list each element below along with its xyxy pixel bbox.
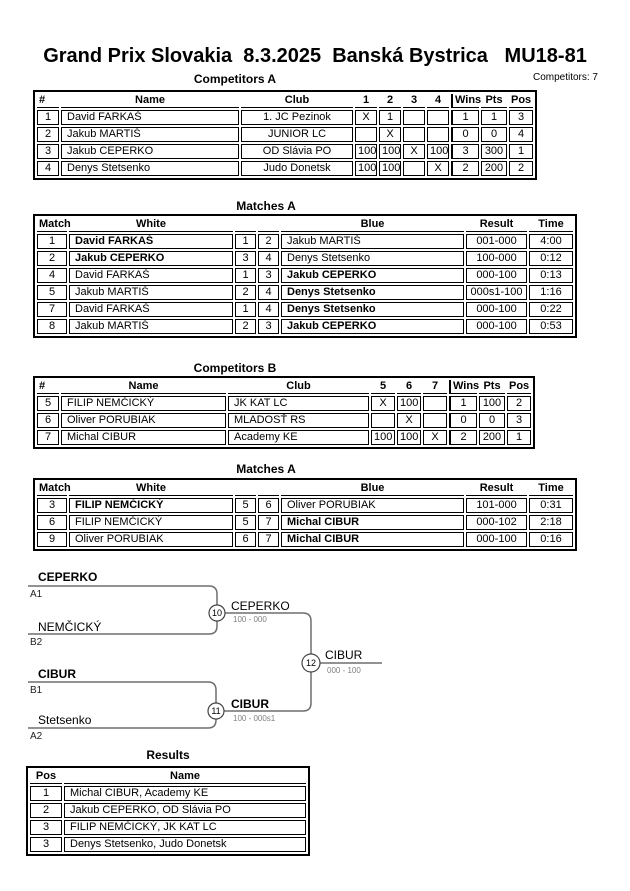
col-header-4: 4 bbox=[427, 94, 449, 108]
match-number-label: 10 bbox=[211, 608, 223, 618]
col-header-club: Club bbox=[241, 94, 353, 108]
wins-cell: 2 bbox=[451, 161, 479, 176]
blue-name: Michal CIBUR bbox=[281, 515, 464, 530]
score-cell: X bbox=[379, 127, 401, 142]
score-cell: 100 bbox=[397, 430, 421, 445]
competitor-row bbox=[37, 430, 531, 445]
score-cell: X bbox=[423, 430, 447, 445]
col-header-result: Result bbox=[466, 482, 527, 496]
bracket-winner-name: CIBUR bbox=[231, 697, 269, 711]
bracket-slot-name: NEMČICKÝ bbox=[38, 620, 102, 634]
match-number: 4 bbox=[37, 268, 67, 283]
col-header-pos: Pos bbox=[509, 380, 530, 392]
col-header-spacer bbox=[258, 482, 279, 496]
blue-name: Denys Stetsenko bbox=[281, 302, 464, 317]
white-name: David FARKAŠ bbox=[69, 234, 233, 249]
match-row bbox=[37, 498, 573, 513]
blue-number: 7 bbox=[258, 515, 279, 530]
section-title-competitors-b: Competitors B bbox=[193, 361, 277, 375]
page-title: Grand Prix Slovakia 8.3.2025 Banská Bystrica MU18-81 bbox=[43, 45, 587, 67]
score-cell: 100 bbox=[371, 430, 395, 445]
table-header-row bbox=[30, 770, 306, 784]
blue-name: Oliver PORUBIAK bbox=[281, 498, 464, 513]
score-cell bbox=[423, 413, 447, 428]
table-header-row bbox=[37, 218, 573, 232]
table-header-row bbox=[37, 94, 533, 108]
score-cell: 100 bbox=[427, 144, 449, 159]
match-result: 000-102 bbox=[466, 515, 527, 530]
competitor-club: Judo Donetsk bbox=[241, 161, 353, 176]
match-row bbox=[37, 285, 573, 300]
bracket-slot-code: B2 bbox=[30, 637, 43, 648]
white-name: Oliver PORUBIAK bbox=[69, 532, 233, 547]
match-time: 0:12 bbox=[529, 251, 573, 266]
white-name: Jakub CEPERKO bbox=[69, 251, 233, 266]
blue-number: 7 bbox=[258, 532, 279, 547]
bracket-slot-code: A2 bbox=[30, 731, 43, 742]
col-header-3: 3 bbox=[403, 94, 425, 108]
bracket-match-score: 000 - 100 bbox=[327, 666, 361, 675]
blue-name: Jakub CEPERKO bbox=[281, 319, 464, 334]
match-number: 8 bbox=[37, 319, 67, 334]
col-header-blue: Blue bbox=[281, 218, 464, 232]
match-time: 0:53 bbox=[529, 319, 573, 334]
pts-cell: 100 bbox=[479, 396, 505, 411]
competitor-number: 3 bbox=[37, 144, 59, 159]
bracket-slot-name: CIBUR bbox=[38, 667, 76, 681]
match-number: 6 bbox=[37, 515, 67, 530]
competitor-name: Denys Stetsenko bbox=[61, 161, 239, 176]
blue-number: 4 bbox=[258, 285, 279, 300]
match-result: 000-100 bbox=[466, 532, 527, 547]
pos-cell: 2 bbox=[507, 396, 531, 411]
competitor-row bbox=[37, 413, 531, 428]
pts-cell: 200 bbox=[479, 430, 505, 445]
score-cell bbox=[403, 161, 425, 176]
bracket-winner-name: CEPERKO bbox=[231, 599, 290, 613]
competitor-club: JUNIOR LC bbox=[241, 127, 353, 142]
competitor-number: 7 bbox=[37, 430, 59, 445]
result-name: Denys Stetsenko, Judo Donetsk bbox=[64, 837, 306, 852]
col-header-name: Name bbox=[64, 770, 306, 784]
match-number: 3 bbox=[37, 498, 67, 513]
section-title-results: Results bbox=[146, 748, 190, 762]
score-cell bbox=[371, 413, 395, 428]
blue-number: 4 bbox=[258, 251, 279, 266]
competitor-club: JK KAT LC bbox=[228, 396, 369, 411]
score-cell: 100 bbox=[379, 161, 401, 176]
section-title-matches-a: Matches A bbox=[236, 199, 296, 213]
white-name: David FARKAŠ bbox=[69, 268, 233, 283]
col-header-name: Name bbox=[61, 94, 239, 108]
match-number-label: 12 bbox=[305, 658, 317, 668]
white-number: 5 bbox=[235, 498, 256, 513]
score-cell: X bbox=[355, 110, 377, 125]
col-header-pts: Pts bbox=[481, 94, 507, 108]
match-time: 0:16 bbox=[529, 532, 573, 547]
white-number: 2 bbox=[235, 285, 256, 300]
score-cell: 100 bbox=[397, 396, 421, 411]
competitor-name: Oliver PORUBIAK bbox=[61, 413, 226, 428]
blue-number: 2 bbox=[258, 234, 279, 249]
match-time: 1:16 bbox=[529, 285, 573, 300]
bracket-winner-name: CIBUR bbox=[325, 648, 363, 662]
bracket-slot-code: B1 bbox=[30, 685, 43, 696]
competitor-club: Academy KE bbox=[228, 430, 369, 445]
competitors-b-table bbox=[33, 376, 535, 449]
col-header-num: # bbox=[37, 380, 59, 394]
bracket-slot-code: A1 bbox=[30, 589, 43, 600]
result-row bbox=[30, 837, 306, 852]
bracket-match-score: 100 - 000s1 bbox=[233, 714, 276, 723]
result-name: FILIP NEMČICKÝ, JK KAT LC bbox=[64, 820, 306, 835]
match-number: 7 bbox=[37, 302, 67, 317]
match-result: 000-100 bbox=[466, 302, 527, 317]
competitor-number: 2 bbox=[37, 127, 59, 142]
blue-name: Michal CIBUR bbox=[281, 532, 464, 547]
match-row bbox=[37, 515, 573, 530]
competitor-row bbox=[37, 110, 533, 125]
competitors-a-table bbox=[33, 90, 537, 180]
col-header-1: 1 bbox=[355, 94, 377, 108]
col-header-name: Name bbox=[61, 380, 226, 394]
wins-cell: 2 bbox=[449, 430, 477, 445]
competitor-name: Michal CIBUR bbox=[61, 430, 226, 445]
col-header-time: Time bbox=[529, 482, 573, 496]
match-result: 001-000 bbox=[466, 234, 527, 249]
competitor-name: FILIP NEMČICKÝ bbox=[61, 396, 226, 411]
competitor-name: Jakub MARTIŠ bbox=[61, 127, 239, 142]
match-row bbox=[37, 234, 573, 249]
match-result: 000-100 bbox=[466, 319, 527, 334]
competitor-row bbox=[37, 161, 533, 176]
match-time: 0:22 bbox=[529, 302, 573, 317]
match-number-label: 11 bbox=[211, 706, 221, 716]
match-row bbox=[37, 251, 573, 266]
col-header-spacer bbox=[235, 482, 256, 496]
white-number: 5 bbox=[235, 515, 256, 530]
col-header-2: 2 bbox=[379, 94, 401, 108]
competitor-number: 4 bbox=[37, 161, 59, 176]
col-header-match: Match bbox=[39, 218, 71, 230]
score-cell bbox=[355, 127, 377, 142]
col-header-spacer bbox=[235, 218, 256, 232]
col-header-6: 6 bbox=[397, 380, 421, 394]
score-cell: X bbox=[371, 396, 395, 411]
white-number: 1 bbox=[235, 302, 256, 317]
bracket-line-slot-b1 bbox=[28, 682, 216, 703]
result-pos: 3 bbox=[30, 820, 62, 835]
table-header-row bbox=[37, 482, 573, 496]
match-number: 5 bbox=[37, 285, 67, 300]
pos-cell: 3 bbox=[507, 413, 531, 428]
elimination-bracket bbox=[25, 560, 405, 750]
score-cell bbox=[423, 396, 447, 411]
competitors-count: Competitors: 7 bbox=[532, 72, 598, 83]
col-header-num: # bbox=[37, 94, 59, 108]
competitor-name: David FARKAŠ bbox=[61, 110, 239, 125]
pos-cell: 1 bbox=[509, 144, 533, 159]
match-result: 000s1-100 bbox=[466, 285, 527, 300]
col-header-white: White bbox=[69, 218, 233, 232]
wins-cell: 1 bbox=[451, 110, 479, 125]
match-time: 2:18 bbox=[529, 515, 573, 530]
score-cell: 1 bbox=[379, 110, 401, 125]
pts-cell: 0 bbox=[479, 413, 505, 428]
result-name: Michal CIBUR, Academy KE bbox=[64, 786, 306, 801]
match-time: 0:31 bbox=[529, 498, 573, 513]
pos-cell: 3 bbox=[509, 110, 533, 125]
score-cell: 100 bbox=[379, 144, 401, 159]
wins-cell: 3 bbox=[451, 144, 479, 159]
col-header-club: Club bbox=[228, 380, 369, 394]
score-cell bbox=[403, 110, 425, 125]
score-cell bbox=[403, 127, 425, 142]
wins-cell: 0 bbox=[451, 127, 479, 142]
bracket-slot-name: Stetsenko bbox=[38, 713, 92, 727]
competitor-number: 6 bbox=[37, 413, 59, 428]
blue-name: Denys Stetsenko bbox=[281, 251, 464, 266]
col-header-white: White bbox=[69, 482, 233, 496]
blue-name: Jakub CEPERKO bbox=[281, 268, 464, 283]
white-number: 2 bbox=[235, 319, 256, 334]
pos-cell: 1 bbox=[507, 430, 531, 445]
match-time: 0:13 bbox=[529, 268, 573, 283]
match-result: 000-100 bbox=[466, 268, 527, 283]
score-cell bbox=[427, 110, 449, 125]
score-cell: X bbox=[403, 144, 425, 159]
white-name: Jakub MARTIŠ bbox=[69, 319, 233, 334]
match-result: 100-000 bbox=[466, 251, 527, 266]
result-pos: 3 bbox=[30, 837, 62, 852]
competitor-number: 1 bbox=[37, 110, 59, 125]
col-header-pts: Pts bbox=[479, 380, 505, 394]
table-header-row bbox=[37, 380, 531, 394]
score-cell: 100 bbox=[355, 144, 377, 159]
col-header-7: 7 bbox=[423, 380, 447, 394]
result-pos: 2 bbox=[30, 803, 62, 818]
col-header-spacer bbox=[258, 218, 279, 232]
wins-cell: 1 bbox=[449, 396, 477, 411]
col-header-result: Result bbox=[466, 218, 527, 232]
blue-number: 6 bbox=[258, 498, 279, 513]
blue-number: 4 bbox=[258, 302, 279, 317]
score-cell bbox=[427, 127, 449, 142]
competitor-club: MLADOSŤ RS bbox=[228, 413, 369, 428]
competitor-row bbox=[37, 396, 531, 411]
col-header-wins: Wins bbox=[451, 94, 479, 108]
section-title-matches-b: Matches A bbox=[236, 462, 296, 476]
section-title-competitors-a: Competitors A bbox=[193, 72, 277, 86]
match-number: 1 bbox=[37, 234, 67, 249]
blue-number: 3 bbox=[258, 319, 279, 334]
col-header-wins: Wins bbox=[449, 380, 477, 394]
bracket-slot-name: CEPERKO bbox=[38, 570, 98, 584]
result-row bbox=[30, 786, 306, 801]
pos-cell: 4 bbox=[509, 127, 533, 142]
blue-name: Denys Stetsenko bbox=[281, 285, 464, 300]
blue-number: 3 bbox=[258, 268, 279, 283]
result-row bbox=[30, 820, 306, 835]
col-header-time: Time bbox=[529, 218, 573, 232]
pts-cell: 200 bbox=[481, 161, 507, 176]
score-cell: X bbox=[397, 413, 421, 428]
pts-cell: 1 bbox=[481, 110, 507, 125]
pts-cell: 300 bbox=[481, 144, 507, 159]
col-header-pos: Pos bbox=[30, 770, 62, 784]
white-name: FILIP NEMČICKÝ bbox=[69, 498, 233, 513]
col-header-pos: Pos bbox=[511, 94, 532, 106]
bracket-match-score: 100 - 000 bbox=[233, 615, 267, 624]
pts-cell: 0 bbox=[481, 127, 507, 142]
competitor-club: OD Slávia PO bbox=[241, 144, 353, 159]
white-name: David FARKAŠ bbox=[69, 302, 233, 317]
matches-a-table bbox=[33, 214, 577, 338]
result-name: Jakub CEPERKO, OD Slávia PO bbox=[64, 803, 306, 818]
bracket-line-slot-a1 bbox=[28, 586, 217, 605]
competitor-row bbox=[37, 144, 533, 159]
white-number: 6 bbox=[235, 532, 256, 547]
col-header-5: 5 bbox=[371, 380, 395, 394]
competitor-row bbox=[37, 127, 533, 142]
match-number: 9 bbox=[37, 532, 67, 547]
pos-cell: 2 bbox=[509, 161, 533, 176]
result-row bbox=[30, 803, 306, 818]
col-header-match: Match bbox=[39, 482, 71, 494]
white-name: FILIP NEMČICKÝ bbox=[69, 515, 233, 530]
white-name: Jakub MARTIŠ bbox=[69, 285, 233, 300]
match-number: 2 bbox=[37, 251, 67, 266]
blue-name: Jakub MARTIŠ bbox=[281, 234, 464, 249]
score-cell: X bbox=[427, 161, 449, 176]
white-number: 3 bbox=[235, 251, 256, 266]
white-number: 1 bbox=[235, 268, 256, 283]
competitor-name: Jakub CEPERKO bbox=[61, 144, 239, 159]
match-result: 101-000 bbox=[466, 498, 527, 513]
match-row bbox=[37, 319, 573, 334]
col-header-blue: Blue bbox=[281, 482, 464, 496]
matches-b-table bbox=[33, 478, 577, 551]
match-row bbox=[37, 268, 573, 283]
results-table bbox=[26, 766, 310, 856]
score-cell: 100 bbox=[355, 161, 377, 176]
white-number: 1 bbox=[235, 234, 256, 249]
competitor-number: 5 bbox=[37, 396, 59, 411]
wins-cell: 0 bbox=[449, 413, 477, 428]
result-pos: 1 bbox=[30, 786, 62, 801]
match-time: 4:00 bbox=[529, 234, 573, 249]
competitor-club: 1. JC Pezinok bbox=[241, 110, 353, 125]
match-row bbox=[37, 532, 573, 547]
match-row bbox=[37, 302, 573, 317]
